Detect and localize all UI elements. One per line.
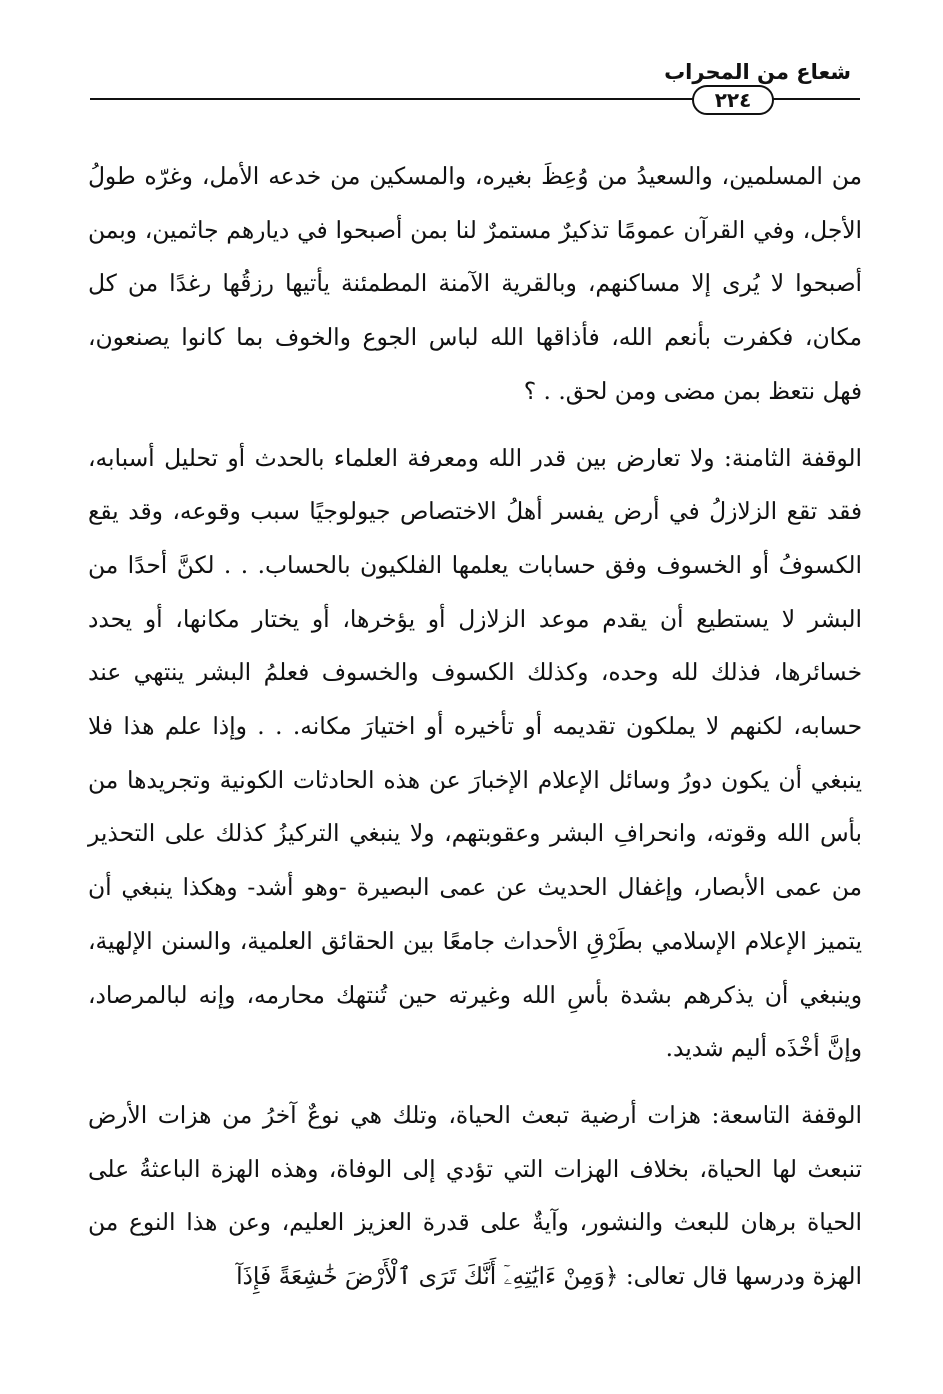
- quran-quote: ﴿وَمِنْ ءَايَٰتِهِۦٓ أَنَّكَ تَرَى ٱلْأَرْضَ خَٰشِعَةً فَإِذَآ: [236, 1263, 619, 1291]
- paragraph-1: من المسلمين، والسعيدُ من وُعِظَ بغيره، والمسكين من خدعه الأمل، وغرّه طولُ الأجل، وفي القرآن عمومًا تذكيرٌ مستمرٌ لنا بمن أصبحوا في ديارهم جاثمين، وبمن أصبحوا لا يُرى إلا مساكنهم، وبالقرية الآمنة المطمئنة يأتيها رزقُها رغدًا من كل مكان، فكفرت بأنعم الله، فأذاقها الله لباس الجوع والخوف بما كانوا يصنعون، فهل نتعظ بمن مضى ومن لحق. . ؟: [88, 163, 862, 405]
- paragraph-3: [88, 1089, 862, 1304]
- paragraph-3-text: الوقفة التاسعة: هزات أرضية تبعث الحياة، وتلك هي نوعٌ آخرُ من هزات الأرض تنبعث لها الحياة، بخلاف الهزات التي تؤدي إلى الوفاة، وهذه الهزة الباعثةُ على الحياة برهان للبعث والنشور، وآيةٌ على قدرة العزيز العليم، وعن هذا النوع من الهزة ودرسها قال تعالى:: [88, 1101, 862, 1291]
- page-number: ٢٢٤: [692, 85, 774, 115]
- running-title: شعاع من المحراب: [664, 60, 851, 84]
- body-text: [88, 150, 862, 1304]
- page-header: [0, 0, 943, 120]
- paragraph-2: الوقفة الثامنة: ولا تعارض بين قدر الله ومعرفة العلماء بالحدث أو تحليل أسبابه، فقد تقع الزلازلُ في أرض يفسر أهلُ الاختصاص جيولوجيًا سبب وقوعه، وقد يقع الكسوفُ أو الخسوف وفق حسابات يعلمها الفلكيون بالحساب. . . لكنَّ أحدًا من البشر لا يستطيع أن يقدم موعد الزلازل أو يؤخرها، أو يختار مكانها، أو يحدد خسائرها، فذلك لله وحده، وكذلك الكسوف والخسوف فعلمُ البشر ينتهي عند حسابه، لكنهم لا يملكون تقديمه أو تأخيره أو اختيارَ مكانه. . . وإذا علم هذا فلا ينبغي أن يكون دورُ وسائل الإعلام الإخبارَ عن هذه الحادثات الكونية وتجريدها من بأس الله وقوته، وانحرافِ البشر وعقوبتهم، ولا ينبغي التركيزُ كذلك على التحذير من عمى الأبصار، وإغفال الحديث عن عمى البصيرة -وهو أشد- وهكذا ينبغي أن يتميز الإعلام الإسلامي بطَرْقِ الأحداث جامعًا بين الحقائق العلمية، والسنن الإلهية، وينبغي أن يذكرهم بشدة بأسِ الله وغيرته حين تُنتهك محارمه، وإنه لبالمرصاد، وإنَّ أخْذَه أليم شديد.: [88, 444, 863, 1063]
